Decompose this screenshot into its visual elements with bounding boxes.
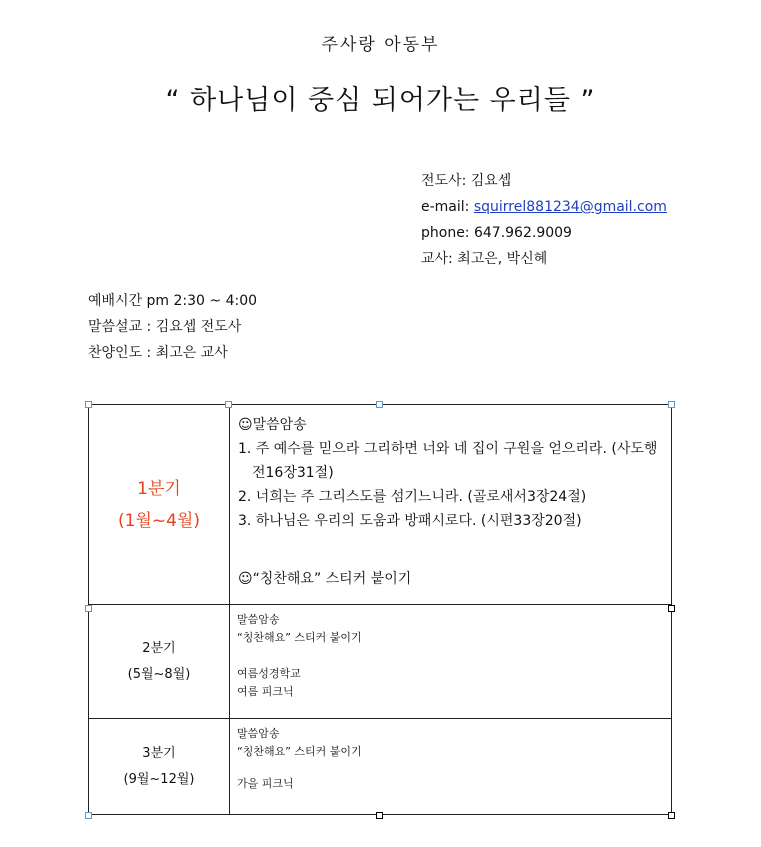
verse-item: 2. 너희는 주 그리스도를 섬기느니라. (골로새서3장24절) — [238, 489, 587, 505]
sticker-activity: ☺“칭찬해요” 스티커 붙이기 — [238, 571, 412, 587]
teachers-line: 교사: 최고은, 박신혜 — [421, 251, 548, 267]
phone-line: phone: 647.962.9009 — [421, 225, 572, 241]
praise-info: 찬양인도 : 최고은 교사 — [88, 345, 228, 361]
resize-handle-top-right[interactable] — [668, 401, 675, 408]
activity-cell-q3[interactable] — [230, 719, 672, 815]
quarter-months: (9월~12월) — [123, 771, 195, 787]
activity-line: 가을 피크닉 — [237, 777, 294, 790]
sermon-info: 말씀설교 : 김요셉 전도사 — [88, 319, 242, 335]
verse-item: 1. 주 예수를 믿으라 그리하면 너와 네 집이 구원을 얻으리라. (사도행전16장31절) — [238, 441, 658, 481]
resize-handle-mid-right[interactable] — [668, 605, 675, 612]
table-row — [89, 605, 672, 719]
email-label: e-mail: — [421, 199, 470, 215]
activity-line: “칭찬해요” 스티커 붙이기 — [237, 745, 362, 758]
resize-handle-top-left[interactable] — [85, 401, 92, 408]
ministry-title: 주사랑 아동부 — [321, 35, 440, 55]
theme-title: “ 하나님이 중심 되어가는 우리들 ” — [165, 85, 596, 116]
resize-handle-mid-left[interactable] — [85, 605, 92, 612]
email-link[interactable]: squirrel881234@gmail.com — [473, 199, 667, 215]
resize-handle-bottom-right[interactable] — [668, 812, 675, 819]
quarter-label: 3분기 — [142, 745, 176, 761]
activity-line: “칭찬해요” 스티커 붙이기 — [237, 631, 362, 644]
quarter-label: 1분기 — [137, 478, 181, 499]
table-row — [89, 719, 672, 815]
activity-line: 말씀암송 — [237, 613, 280, 626]
memorization-heading: ☺말씀암송 — [238, 417, 307, 433]
quarter-label: 2분기 — [142, 640, 176, 656]
schedule-table[interactable] — [88, 404, 672, 815]
resize-handle-top-col[interactable] — [225, 401, 232, 408]
quarter-cell-q2[interactable] — [89, 605, 230, 719]
activity-line: 말씀암송 — [237, 727, 280, 740]
service-time: 예배시간 pm 2:30 ~ 4:00 — [88, 293, 258, 309]
verse-item: 3. 하나님은 우리의 도움과 방패시로다. (시편33장20절) — [238, 513, 582, 529]
quarter-months: (5월~8월) — [127, 666, 191, 682]
resize-handle-bottom-mid[interactable] — [376, 812, 383, 819]
resize-handle-top-mid[interactable] — [376, 401, 383, 408]
quarter-cell-q1[interactable] — [89, 405, 230, 605]
evangelist-line: 전도사: 김요셉 — [421, 173, 512, 189]
email-line — [421, 194, 667, 220]
activity-cell-q2[interactable] — [230, 605, 672, 719]
quarter-cell-q3[interactable] — [89, 719, 230, 815]
resize-handle-bottom-left[interactable] — [85, 812, 92, 819]
activity-cell-q1[interactable] — [230, 405, 672, 605]
activity-line: 여름 피크닉 — [237, 685, 294, 698]
table-row — [89, 405, 672, 605]
activity-line: 여름성경학교 — [237, 667, 301, 680]
quarter-months: (1월~4월) — [118, 510, 200, 531]
